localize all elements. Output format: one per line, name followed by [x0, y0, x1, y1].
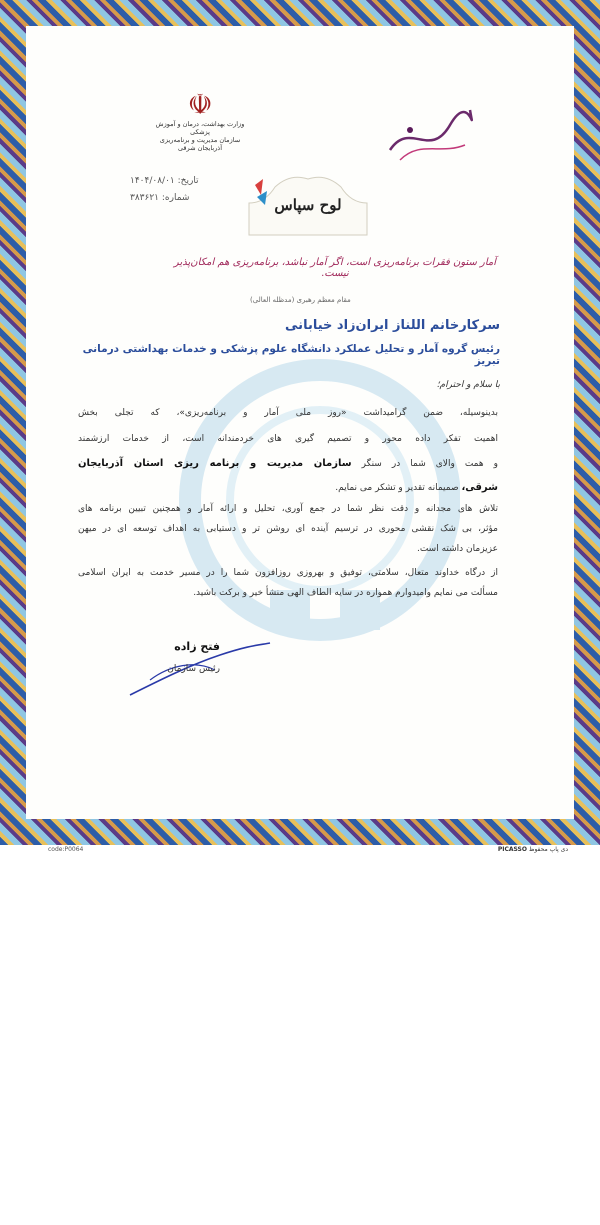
recipient-name: سرکارخانم اللناز ایران‌زاد خیابانی [285, 318, 500, 333]
body-line-8: از درگاه خداوند متعال، سلامتی، توفیق و بهروزی روزافزون شما را در مسیر خدمت به ایران اسلامی [78, 568, 498, 578]
print-brand-name: PICASSO [497, 846, 527, 853]
body-line-3-text: و همت والای شما در سنگر [361, 459, 498, 469]
government-emblem-block [150, 90, 250, 180]
body-line-5: تلاش های مجدانه و دقت نظر شما در جمع آوری، تحلیل و ارائه آمار و همچنین تبیین برنامه های [78, 504, 498, 514]
body-line-4-text: صمیمانه تقدیر و تشکر می نمایم. [335, 483, 459, 493]
signatory-name: فتح زاده [174, 640, 220, 653]
slogan-quote: آمار ستون فقرات برنامه‌ریزی است، اگر آمار نباشد، برنامه‌ریزی هم امکان‌پذیر نیست. [173, 257, 497, 279]
greeting: با سلام و احترام؛ [436, 380, 500, 390]
bismillah-calligraphy-icon [380, 100, 480, 170]
org-line-1: وزارت بهداشت، درمان و آموزش پزشکی [155, 120, 245, 136]
document-meta [130, 176, 240, 210]
body-line-2: اهمیت تفکر داده محور و تصمیم گیری های خردمندانه است، از خدمات ارزشمند [78, 434, 498, 444]
body-line-4 [78, 482, 498, 493]
certificate-title: لوح سپاس [274, 196, 342, 214]
body-line-9: مسألت می نمایم وامیدوارم همواره در سایه الطاف الهی منشأ خیر و برکت باشید. [193, 588, 498, 598]
print-code: code:P0064 [48, 846, 84, 853]
body-line-3 [78, 458, 498, 469]
body-line-6: مؤثر، بی شک نقشی محوری در ترسیم آینده ای روشن تر و دستیابی به اهداف توسعه ای در میهن [78, 524, 498, 534]
emblem-icon: ☫ [187, 88, 213, 121]
print-brand-note: دی پاپ محفوظ [528, 846, 568, 853]
body-line-1: بدینوسیله، ضمن گرامیداشت «روز ملی آمار و برنامه‌ریزی»، که تجلی بخش [78, 408, 498, 418]
signatory-title: رئیس سازمان [167, 664, 220, 674]
body-line-7: عزیزمان داشته است. [416, 544, 498, 554]
body-line-3-org: سازمان مدیریت و برنامه ریزی استان آذربایجان [78, 458, 352, 469]
print-brand [498, 846, 568, 853]
body-line-4-org: شرقی، [461, 482, 498, 493]
org-line-3: آذربایجان شرقی [177, 144, 222, 152]
date-value: ۱۴۰۴/۰۸/۰۱ [130, 176, 175, 186]
date-label: تاریخ: [177, 176, 199, 186]
number-label: شماره: [161, 193, 190, 203]
quote-attribution: مقام معظم رهبری (مدظله العالی) [250, 296, 351, 304]
recipient-role: رئیس گروه آمار و تحلیل عملکرد دانشگاه علوم پزشکی و خدمات بهداشتی درمانی تبریز [82, 343, 500, 367]
org-line-2: سازمان مدیریت و برنامه‌ریزی [159, 136, 241, 144]
number-value: ۳۸۳۶۲۱ [130, 193, 160, 203]
